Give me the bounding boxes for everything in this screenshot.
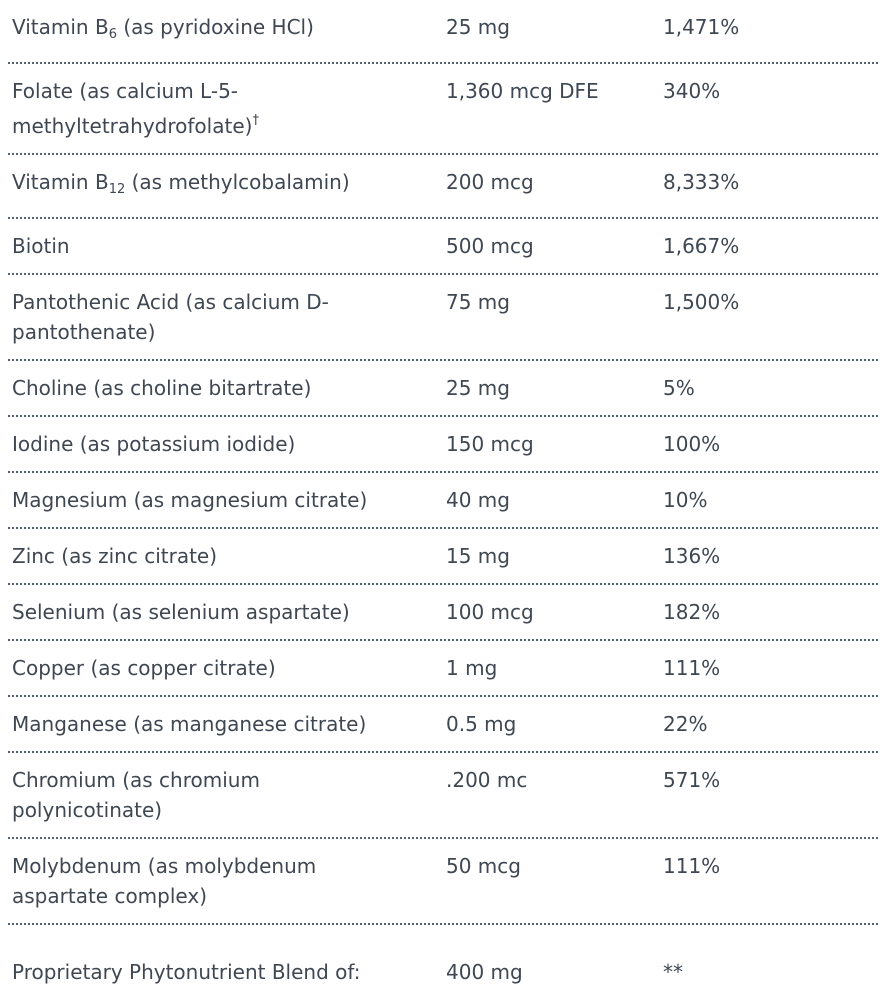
table-row (8, 155, 878, 219)
ingredient-name-subscript: 12 (108, 182, 126, 197)
ingredient-name-text: Biotin (12, 234, 70, 258)
ingredient-name-text: Molybdenum (as molybdenum (12, 854, 317, 878)
table-row (8, 219, 878, 275)
ingredient-name-superscript: † (252, 113, 259, 128)
ingredient-amount: 100 mcg (446, 600, 534, 624)
ingredient-name-text: methyltetrahydrofolate) (12, 114, 253, 138)
ingredient-amount: 400 mg (446, 960, 523, 984)
ingredient-name-text: Vitamin B (12, 15, 109, 39)
ingredient-name (8, 653, 446, 683)
table-row (8, 361, 878, 417)
ingredient-name-text: Folate (as calcium L-5- (12, 79, 239, 103)
ingredient-amount: 500 mcg (446, 234, 534, 258)
ingredient-amount: 25 mg (446, 15, 510, 39)
ingredient-name-text: aspartate complex) (12, 884, 208, 908)
ingredient-name-text: Chromium (as chromium (12, 768, 260, 792)
ingredient-name (8, 12, 446, 50)
ingredient-name-text: (as pyridoxine HCl) (116, 15, 314, 39)
ingredient-daily-value: 111% (663, 854, 721, 878)
ingredient-name (8, 709, 446, 739)
table-row (8, 585, 878, 641)
ingredient-name-subscript: 6 (108, 27, 117, 42)
ingredient-daily-value: 571% (663, 768, 721, 792)
table-row (8, 529, 878, 585)
ingredient-daily-value: 136% (663, 544, 721, 568)
ingredient-daily-value: 1,471% (663, 15, 740, 39)
ingredient-name-text: pantothenate) (12, 320, 156, 344)
table-row (8, 697, 878, 753)
ingredient-name-text: Proprietary Phytonutrient Blend of: (12, 960, 361, 984)
ingredient-daily-value: 1,667% (663, 234, 740, 258)
ingredient-name-text: polynicotinate) (12, 798, 163, 822)
ingredient-name-text: Manganese (as manganese citrate) (12, 712, 367, 736)
ingredient-name (8, 957, 446, 987)
ingredient-name (8, 485, 446, 515)
ingredient-name-text: Selenium (as selenium aspartate) (12, 600, 350, 624)
table-row (8, 641, 878, 697)
table-row (8, 275, 878, 361)
ingredient-daily-value: 340% (663, 79, 721, 103)
ingredient-name (8, 231, 446, 261)
table-row (8, 925, 878, 999)
ingredient-amount: 40 mg (446, 488, 510, 512)
ingredient-amount: 150 mcg (446, 432, 534, 456)
ingredient-amount: 200 mcg (446, 170, 534, 194)
ingredient-amount: 25 mg (446, 376, 510, 400)
ingredient-daily-value: 111% (663, 656, 721, 680)
table-row (8, 417, 878, 473)
ingredient-amount: 15 mg (446, 544, 510, 568)
ingredient-name-text: (as methylcobalamin) (125, 170, 350, 194)
ingredient-amount: 1 mg (446, 656, 498, 680)
supplement-facts-table (8, 0, 878, 999)
ingredient-name (8, 167, 446, 205)
ingredient-name-text: Zinc (as zinc citrate) (12, 544, 218, 568)
table-row (8, 0, 878, 64)
ingredient-daily-value: 10% (663, 488, 708, 512)
ingredient-name-text: Pantothenic Acid (as calcium D- (12, 290, 329, 314)
ingredient-name-text: Vitamin B (12, 170, 109, 194)
ingredient-amount: .200 mc (446, 768, 528, 792)
ingredient-name-text: Iodine (as potassium iodide) (12, 432, 296, 456)
ingredient-daily-value: 1,500% (663, 290, 740, 314)
ingredient-name (8, 287, 446, 347)
table-row (8, 839, 878, 925)
ingredient-daily-value: 182% (663, 600, 721, 624)
ingredient-name-text: Copper (as copper citrate) (12, 656, 276, 680)
ingredient-name-text: Magnesium (as magnesium citrate) (12, 488, 368, 512)
ingredient-amount: 0.5 mg (446, 712, 517, 736)
ingredient-name (8, 765, 446, 825)
ingredient-name (8, 597, 446, 627)
ingredient-amount: 50 mcg (446, 854, 521, 878)
ingredient-amount: 1,360 mcg DFE (446, 79, 599, 103)
ingredient-name (8, 851, 446, 911)
ingredient-name (8, 541, 446, 571)
table-row (8, 753, 878, 839)
ingredient-daily-value: 22% (663, 712, 708, 736)
ingredient-name (8, 373, 446, 403)
table-row (8, 473, 878, 529)
table-row (8, 64, 878, 155)
ingredient-amount: 75 mg (446, 290, 510, 314)
ingredient-daily-value: 100% (663, 432, 721, 456)
ingredient-daily-value: ** (663, 960, 683, 984)
ingredient-name (8, 429, 446, 459)
ingredient-name-text: Choline (as choline bitartrate) (12, 376, 312, 400)
ingredient-daily-value: 5% (663, 376, 695, 400)
ingredient-name (8, 76, 446, 141)
ingredient-daily-value: 8,333% (663, 170, 740, 194)
